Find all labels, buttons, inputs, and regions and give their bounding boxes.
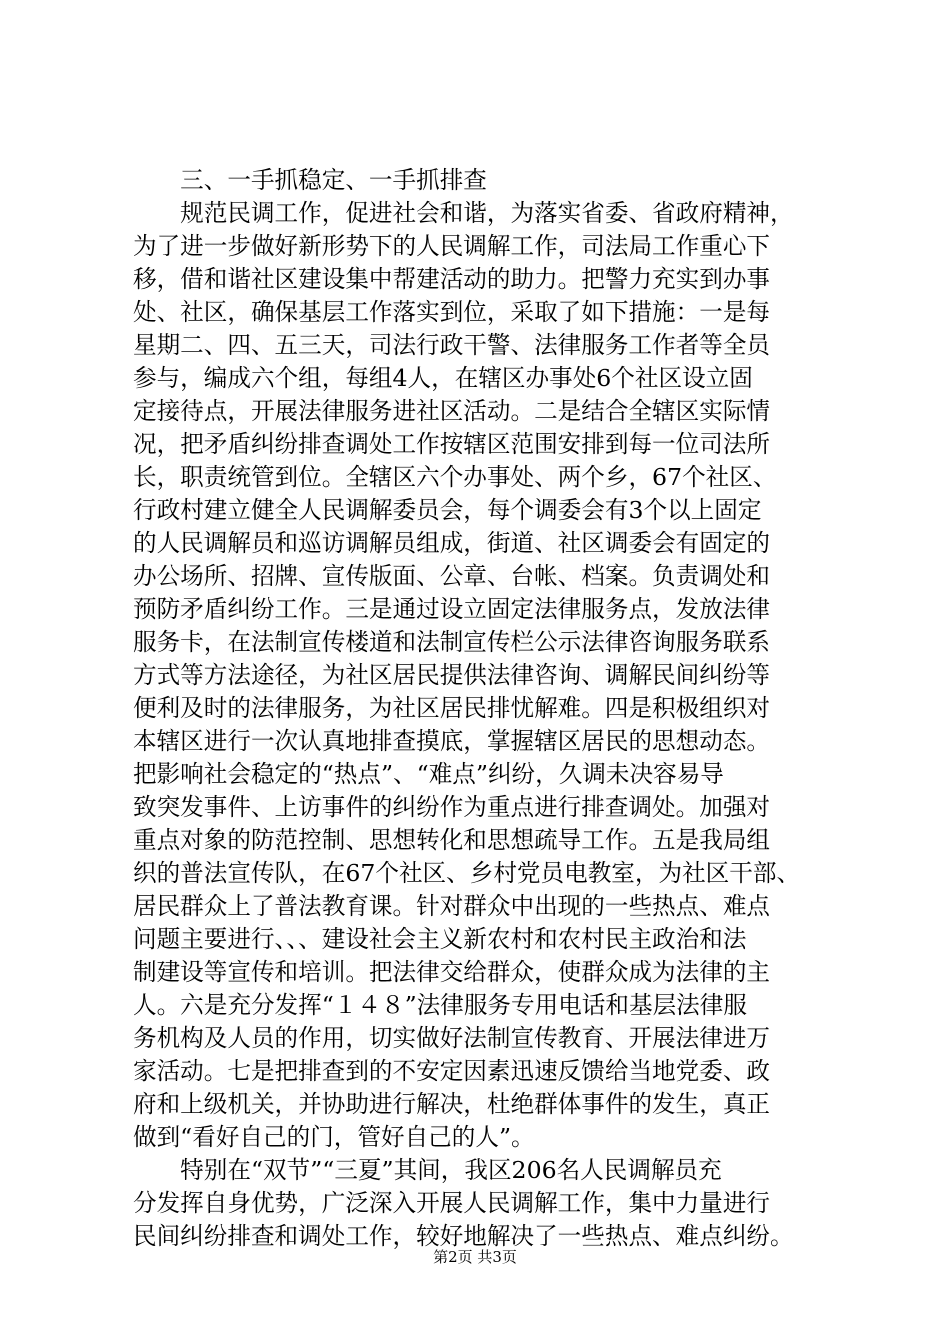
- text-line: 做到“看好自己的门，管好自己的人”。: [133, 1123, 535, 1151]
- text-line: 致突发事件、上访事件的纠纷作为重点进行排查调处。加强对: [133, 793, 771, 821]
- text-line: 服务卡，在法制宣传楼道和法制宣传栏公示法律咨询服务联系: [133, 628, 771, 656]
- text-line: 规范民调工作，促进社会和谐，为落实省委、省政府精神，: [133, 199, 794, 227]
- text-line: 处、社区，确保基层工作落实到位，采取了如下措施：一是每: [133, 298, 771, 326]
- text-line: 居民群众上了普法教育课。针对群众中出现的一些热点、难点: [133, 892, 771, 920]
- text-line: 民间纠纷排查和调处工作，较好地解决了一些热点、难点纠纷。: [133, 1222, 794, 1250]
- page-number-footer: 第2页 共3页: [433, 1248, 517, 1266]
- section-heading: 三、一手抓稳定、一手抓排查: [133, 166, 487, 194]
- text-line: 方式等方法途径，为社区居民提供法律咨询、调解民间纠纷等: [133, 661, 771, 689]
- text-line: 问题主要进行、、、建设社会主义新农村和农村民主政治和法: [133, 925, 747, 953]
- text-line: 把影响社会稳定的“热点”、“难点”纠纷，久调未决容易导: [133, 760, 724, 788]
- text-line: 特别在“双节”“三夏”其间，我区206名人民调解员充: [133, 1156, 722, 1184]
- text-line: 家活动。七是把排查到的不安定因素迅速反馈给当地党委、政: [133, 1057, 771, 1085]
- text-line: 定接待点，开展法律服务进社区活动。二是结合全辖区实际情: [133, 397, 771, 425]
- text-line: 府和上级机关，并协助进行解决，杜绝群体事件的发生，真正: [133, 1090, 771, 1118]
- text-line: 长，职责统管到位。全辖区六个办事处、两个乡，67个社区、: [133, 463, 777, 491]
- document-body: [133, 164, 833, 1253]
- text-line: 预防矛盾纠纷工作。三是通过设立固定法律服务点，发放法律: [133, 595, 771, 623]
- text-line: 分发挥自身优势，广泛深入开展人民调解工作，集中力量进行: [133, 1189, 771, 1217]
- text-line: 移，借和谐社区建设集中帮建活动的助力。把警力充实到办事: [133, 265, 771, 293]
- text-line: 况，把矛盾纠纷排查调处工作按辖区范围安排到每一位司法所: [133, 430, 771, 458]
- text-line: 行政村建立健全人民调解委员会，每个调委会有3个以上固定: [133, 496, 762, 524]
- text-line: 务机构及人员的作用，切实做好法制宣传教育、开展法律进万: [133, 1024, 771, 1052]
- text-line: 重点对象的防范控制、思想转化和思想疏导工作。五是我局组: [133, 826, 771, 854]
- text-line: 办公场所、招牌、宣传版面、公章、台帐、档案。负责调处和: [133, 562, 771, 590]
- text-line: 星期二、四、五三天，司法行政干警、法律服务工作者等全员: [133, 331, 771, 359]
- text-line: 为了进一步做好新形势下的人民调解工作，司法局工作重心下: [133, 232, 771, 260]
- text-line: 人。六是充分发挥“１４８”法律服务专用电话和基层法律服: [133, 991, 747, 1019]
- text-line: 的人民调解员和巡访调解员组成，街道、社区调委会有固定的: [133, 529, 771, 557]
- text-line: 参与，编成六个组，每组4人，在辖区办事处6个社区设立固: [133, 364, 753, 392]
- text-line: 本辖区进行一次认真地排查摸底，掌握辖区居民的思想动态。: [133, 727, 771, 755]
- text-line: 织的普法宣传队，在67个社区、乡村党员电教室，为社区干部、: [133, 859, 801, 887]
- text-line: 便利及时的法律服务，为社区居民排忧解难。四是积极组织对: [133, 694, 771, 722]
- text-line: 制建设等宣传和培训。把法律交给群众，使群众成为法律的主: [133, 958, 771, 986]
